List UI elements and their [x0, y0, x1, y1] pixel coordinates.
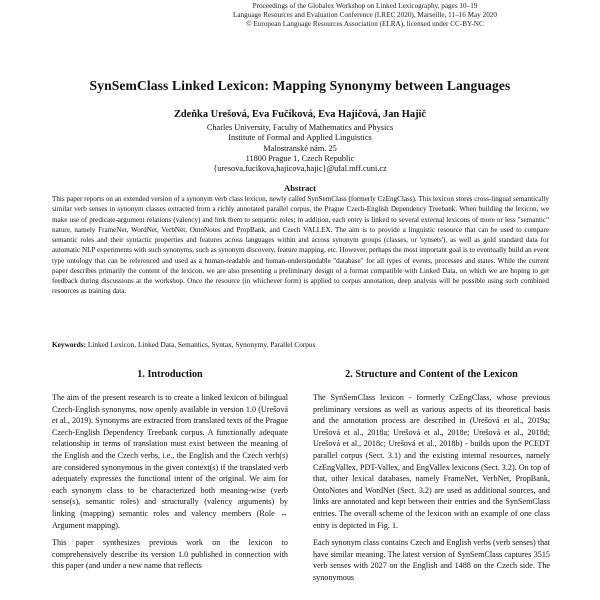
affiliation-emails: {uresova,fucikova,hajicova,hajic}@ufal.mff.cuni.cz [213, 164, 387, 174]
keywords-line [52, 340, 549, 349]
structure-paragraph-2: Each synonym class contains Czech and English verbs (verb senses) that have similar meaning. The latest version of SynSemClass captures 3515 verb senses with 2027 on the English and 1488 on the Czech side. The synonymous [313, 538, 550, 582]
section-heading-structure: 2. Structure and Content of the Lexicon [345, 369, 518, 380]
paper-authors: Zdeňka Urešová, Eva Fučíková, Eva Hajičová, Jan Hajič [173, 109, 427, 120]
header-line-license: © European Language Resources Association (ELRA), licensed under CC-BY-NC [246, 20, 484, 28]
affiliation-city: 11800 Prague 1, Czech Republic [245, 153, 355, 163]
left-column [52, 392, 288, 572]
intro-paragraph-1: The aim of the present research is to create a linked lexicon of bilingual Czech-English synonyms, now openly available in version 1.0 (Urešová et al., 2019). Synonyms are extracted from translated texts of the Prague Czech-English Dependency Treebank corpus. A functionally adequate relationship in terms of translation must exist between the meaning of the English and the Czech verbs, i.e., the English and the Czech verb(s) are considered synonymous in the given context(s) if the translated verb adequately expresses the functional intent of the original. We aim for each synonym class to be characterized both meaning-wise (verb sense(s), semantic roles) and structurally (valency arguments) by linking (mapping) semantic roles and valency members (Role ↔ Argument mapping). [52, 393, 288, 530]
abstract-text: This paper reports on an extended version of a synonym verb class lexicon, newly called SynSemClass (formerly CzEngClass). This lexicon stores cross-lingual semantically similar verb senses in synonym classes extracted from a richly annotated parallel corpus, the Prague Czech-English Dependency Treebank. When building the lexicon, we make use of predicate-argument relations (valency) and link them to semantic roles; in addition, each entry is linked to several external lexicons of more or less "semantic" nature, namely FrameNet, WordNet, VerbNet, OntoNotes and PropBank, and Czech VALLEX. The aim is to provide a linguistic resource that can be used to compare semantic roles and their syntactic properties and features across languages within and across synonym groups (classes, or 'synsets'), as well as gold standard data for automatic NLP experiments with such synonyms, such as synonym discovery, feature mapping, etc. However, perhaps the most important goal is to eventually build an event type ontology that can be referenced and used as a human-readable and human-understandable "database" for all types of events, processes and states. While the current paper describes primarily the content of the lexicon, we are also presenting a preliminary design of a format compatible with Linked Data, on which we are hoping to get feedback during discussions at the workshop. Once the resource (in whichever form) is applied to corpus annotation, deep analysis will be possible using such combined resources as training data. [52, 195, 549, 296]
header-line-proceedings: Proceedings of the Globalex Workshop on Linked Lexicography, pages 10–19 [252, 2, 478, 10]
abstract-heading: Abstract [284, 183, 316, 193]
section-heading-introduction: 1. Introduction [137, 369, 203, 380]
affiliation-faculty: Charles University, Faculty of Mathematics and Physics [206, 123, 394, 132]
proceedings-header [0, 2, 600, 29]
paper-title: SynSemClass Linked Lexicon: Mapping Synonymy between Languages [89, 78, 511, 93]
intro-paragraph-2: This paper synthesizes previous work on the lexicon to comprehensively describe its version 1.0 published in connection with this paper (and under a new name that reflects [52, 538, 288, 571]
keywords-text: Linked Lexicon, Linked Data, Semantics, Syntax, Synonymy, Parallel Corpus [87, 340, 316, 349]
affiliation-street: Malostranské nám. 25 [263, 143, 337, 153]
affiliation-institute: Institute of Formal and Applied Linguistics [228, 133, 372, 143]
keywords-label: Keywords: [52, 340, 87, 349]
right-column [313, 392, 550, 584]
header-line-conference: Language Resources and Evaluation Conference (LREC 2020), Marseille, 11–16 May 2020 [233, 11, 497, 19]
structure-paragraph-1: The SynSemClass lexicon - formerly CzEngClass, whose previous preliminary versions as well as various aspects of its theoretical basis and the annotation process are described in (Urešová et al., 2019a; Urešová et al., 2018a; Urešová et al., 2018e; Urešová et al., 2018d; Urešová et al., 2018c; Urešová et al., 2018b) - builds upon the PCEDT parallel corpus (Sect. 3.1) and the existing internal resources, namely CzEngVallex, PDT-Vallex, and EngVallex lexicons (Sect. 3.2). On top of that, other lexical databases, namely FrameNet, VerbNet, PropBank, OntoNotes and WordNet (Sect. 3.2) are used as additional sources, and links are annotated and kept between their entries and the SynSemClass entries. The overall scheme of the lexicon with an example of one class entry is depicted in Fig. 1. [313, 393, 550, 530]
affiliation-block [0, 123, 600, 174]
